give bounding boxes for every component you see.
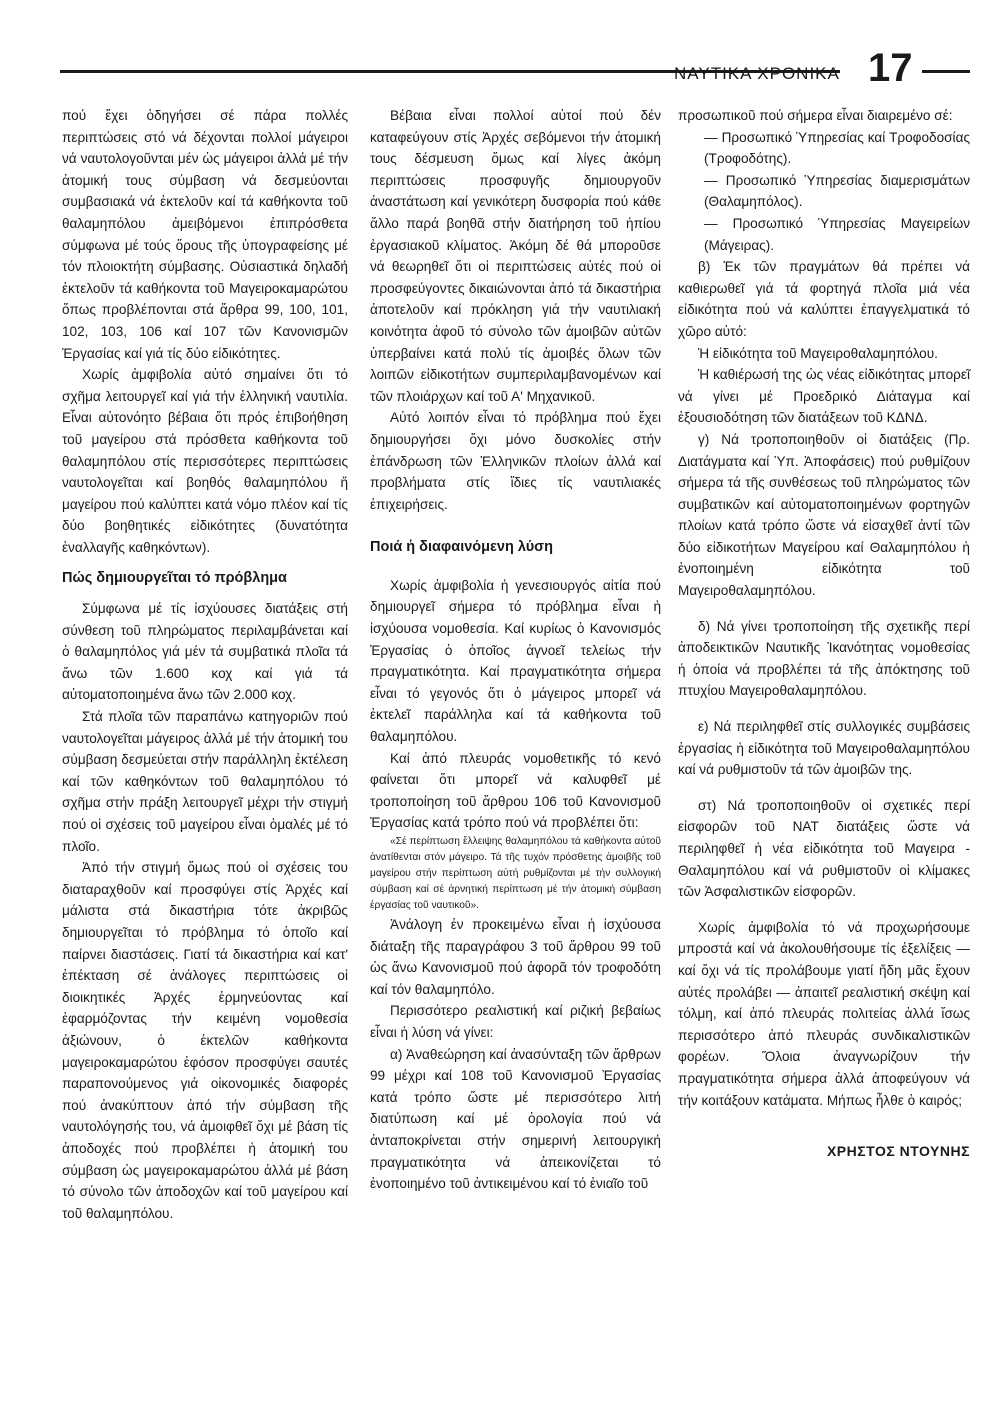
- paragraph: Χωρίς ἀμφιβολία ἡ γενεσιουργός αἰτία πού δημιουργεῖ σήμερα τό πρόβλημα εἶναι ἡ ἰσχύουσα νομοθεσία. Καί κυρίως ὁ Κανονισμός Ἐργασίας ὁ ὁποῖος ἀγνοεῖ τελείως τήν πραγματικότητα. Καί πραγματικότητα σήμερα εἶναι τό γεγονός ὅτι ὁ μάγειρος μπορεῖ νά ἐκτελεῖ παράλληλα καί τά καθήκοντα τοῦ θαλαμηπόλου.: [370, 577, 661, 745]
- paragraph: Σύμφωνα μέ τίς ἰσχύουσες διατάξεις στή σύνθεση τοῦ πληρώματος περιλαμβάνεται καί ὁ θαλαμηπόλος γιά μέν τά συμβατικά πλοῖα τά ἄνω τῶν 1.600 κοχ καί γιά τά αὐτοματοποιημένα ἄνω τῶν 2.000 κοχ.: [62, 601, 348, 703]
- column-1: [62, 105, 348, 1224]
- list-item: — Προσωπικό Ὑπηρεσίας Μαγειρείων (Μάγειρας).: [704, 215, 970, 253]
- paragraph: Ἡ εἰδικότητα τοῦ Μαγειροθαλαμηπόλου.: [698, 345, 938, 361]
- section-heading: Ποιά ἡ διαφαινόμενη λύση: [370, 539, 553, 556]
- column-3: [678, 105, 970, 1163]
- section-heading: Πώς δημιουργεῖται τό πρόβλημα: [62, 570, 287, 587]
- paragraph: προσωπικοῦ πού σήμερα εἶναι διαιρεμένο σέ:: [678, 108, 953, 123]
- paragraph: Χωρίς ἀμφιβολία αὐτό σημαίνει ὅτι τό σχῆμα λειτουργεῖ καί γιά τήν ἑλληνική ναυτιλία. Εἶναι αὐτονόητο βέβαια ὅτι πρός ἐπιβοήθηση τοῦ μαγείρου στά πρόσθετα καθήκοντα τοῦ θαλαμηπόλου στίς περισσότερες περιπτώσεις ναυτολογεῖται καί βοηθός θαλαμηπόλου ἤ μαγείρου πού καλύπτει κατά νόμο πλέον καί τίς δύο βοηθητικές εἰδικότητες (δυνατότητα ἐναλλαγῆς καθηκόντων).: [62, 367, 348, 555]
- page-header: [60, 46, 970, 92]
- column-2: [370, 105, 661, 1195]
- paragraph: Βέβαια εἶναι πολλοί αὐτοί πού δέν καταφεύγουν στίς Ἀρχές σεβόμενοι τήν ἀτομική τους δέσμευση ὅμως καί λίγες ἀκόμη περιπτώσεις προσφυγῆς δημιουργοῦν ἀναστάτωση καί γενικότερη δυσφορία πού κάθε ἄλλο παρά βοηθᾶ στήν διατήρηση τοῦ ἠπίου ἐργασιακοῦ κλίματος. Ἀκόμη δέ θά μποροῦσε νά θεωρηθεῖ ὅτι οἱ περιπτώσεις αὐτές πού οἱ προσφεύγοντες δικαιώνονται ἀπό τά δικαστήρια ἀποτελοῦν καί πρόκληση γιά τήν ναυτιλιακή κοινότητα ἀφοῦ τό σύνολο τῶν ἀμοιβῶν αὐτῶν ὑπερβαίνει κατά πολύ τίς ἀμοιβές ὅλων τῶν λοιπῶν εἰδικοτήτων συμπεριλαμβανομένων καί τῶν πλοιάρχων καί τοῦ Α' Μηχανικοῦ.: [370, 108, 661, 404]
- paragraph: στ) Νά τροποποιηθοῦν οἱ σχετικές περί εἰσφορῶν τοῦ ΝΑΤ διατάξεις ὥστε νά περιληφθεῖ ἡ νέα εἰδικότητα τοῦ Μαγειρα - Θαλαμηπόλου καί νά ρυθμιστοῦν οἱ κλίμακες τῶν Ἀσφαλιστικῶν εἰσφορῶν.: [678, 797, 970, 900]
- paragraph: ε) Νά περιληφθεῖ στίς συλλογικές συμβάσεις ἐργασίας ἡ εἰδικότητα τοῦ Μαγειροθαλαμηπόλου καί νά ρυθμιστοῦν τά τῶν ἀμοιβῶν της.: [678, 719, 970, 778]
- list-item: — Προσωπικό Ὑπηρεσίας καί Τροφοδοσίας (Τροφοδότης).: [704, 129, 970, 167]
- paragraph: Χωρίς ἀμφιβολία τό νά προχωρήσουμε μπροστά καί νά ἀκολουθήσουμε τίς ἐξελίξεις — καί ὄχι νά τίς προλάβουμε γιατί ἤδη μᾶς ἔχουν αὐτές προλάβει — ἀπαιτεῖ ρεαλιστική σκέψη καί τόλμη, καί ἀπό πλευράς πολιτείας ἀλλά ἴσως περισσότερο ἀπό πλευράς συνδικαλιστικῶν φορέων. Ὅλοια ἀναγνωρίζουν τήν πραγματικότητα σήμερα ἀλλά ἀποφεύγουν νά τήν κοιτάξουν κατάματα. Μήπως ἦλθε ὁ καιρός;: [678, 919, 970, 1108]
- paragraph: Αὐτό λοιπόν εἶναι τό πρόβλημα πού ἔχει δημιουργήσει ὄχι μόνο δυσκολίες στήν ἐπάνδρωση τῶν Ἑλληνικῶν πλοίων ἀλλά καί προβλήματα στίς ἴδιες τίς ναυτιλιακές ἐπιχειρήσεις.: [370, 410, 661, 512]
- page-number: 17: [868, 46, 913, 90]
- paragraph: Περισσότερο ρεαλιστική καί ριζική βεβαίως εἶναι ἡ λύση νά γίνει:: [370, 1003, 661, 1040]
- author-signature: ΧΡΗΣΤΟΣ ΝΤΟΥΝΗΣ: [826, 1143, 970, 1160]
- quote-block: «Σέ περίπτωση ἔλλειψης θαλαμηπόλου τά καθήκοντα αὐτοῦ ἀνατίθενται στόν μάγειρο. Τά τῆς τυχόν πρόσθετης ἀμοιβῆς τοῦ μαγείρου στήν περίπτωση αὐτή ρυθμίζονται μέ τήν συλλογική σύμβαση καί σέ ἀρνητική περίπτωση μέ τήν ἀτομική σύμβαση ἐργασίας τοῦ ναυτικοῦ».: [370, 836, 661, 911]
- paragraph: Ἀπό τήν στιγμή ὅμως πού οἱ σχέσεις του διαταραχθοῦν καί προσφύγει στίς Ἀρχές καί μάλιστα στά δικαστήρια τότε ἀκριβῶς δημιουργεῖται τό πρόβλημα τό ὁποῖο καί παίρνει διαστάσεις. Γιατί τά δικαστήρια καί κατ' ἐπέκταση σέ ἀνάλογες περιπτώσεις οἱ διοικητικές Ἀρχές ἑρμηνεύοντας καί ἐφαρμόζοντας τήν κειμένη νομοθεσία ἀξιώνουν, ὁ ἐκτελῶν καθήκοντα μαγειροκαμαρώτου ἐφόσον προσφύγει σαυτές παραπονούμενος γιά οἰκονομικές διαφορές πού ἀνακύπτουν ἀπό τήν σύμβαση τῆς ναυτολόγησής του, νά ἀμοιφθεῖ ὄχι μέ βάση τίς ἀποδοχές πού προβλέπει ἡ ἀτομική του σύμβαση ὡς μαγειροκαμαρώτου ἀλλά μέ βάση τό σύνολο τῶν ἀποδοχῶν καί τοῦ μαγείρου καί τοῦ θαλαμηπόλου.: [62, 860, 348, 1221]
- paragraph: Καί ἀπό πλευράς νομοθετικῆς τό κενό φαίνεται ὅτι μπορεῖ νά καλυφθεῖ μέ τροποποίηση τοῦ ἄρθρου 106 τοῦ Κανονισμοῦ Ἐργασίας κατά τρόπο πού νά προβλέπει ὅτι:: [370, 750, 661, 831]
- paragraph: Στά πλοῖα τῶν παραπάνω κατηγοριῶν πού ναυτολογεῖται μάγειρος ἀλλά μέ τήν ἀτομική του σύμβαση δεσμεύεται στήν παράλληλη ἐκτέλεση καί τῶν καθηκόντων τοῦ θαλαμηπόλου τό σχῆμα στήν πράξη λειτουργεῖ μέχρι τήν στιγμή πού οἱ σχέσεις τοῦ μαγείρου εἶναι ὁμαλές μέ τό πλοῖο.: [62, 709, 348, 854]
- paragraph: δ) Νά γίνει τροποποίηση τῆς σχετικῆς περί ἀποδεικτικῶν Ναυτικῆς Ἱκανότητας νομοθεσίας ἡ ὁποία νά προβλέπει τά τῆς ἀπόκτησης τοῦ πτυχίου Μαγειροθαλαμηπόλου.: [678, 618, 970, 699]
- paragraph: γ) Νά τροποποιηθοῦν οἱ διατάξεις (Πρ. Διατάγματα καί Ὑπ. Ἀποφάσεις) πού ρυθμίζουν σήμερα τά τῆς συνθέσεως τοῦ πληρώματος τῶν συμβατικῶν καί αὐτοματοποιημένων φορτηγῶν πλοίων κατά τρόπο ὥστε νά εἰσαχθεῖ ἀντί τῶν δύο εἰδικοτήτων Μαγείρου καί Θαλαμηπόλου ἡ ἐνοποιημένη εἰδικότητα τοῦ Μαγειροθαλαμηπόλου.: [678, 431, 970, 599]
- paragraph: Ἡ καθιέρωσή της ὡς νέας εἰδικότητας μπορεῖ νά γίνει μέ Προεδρικό Διάταγμα καί ἐξουσιοδότηση τῶν διατάξεων τοῦ ΚΔΝΔ.: [678, 367, 970, 426]
- magazine-title: ΝΑΥΤΙΚΑ ΧΡΟΝΙΚΑ: [674, 64, 840, 83]
- list-item: — Προσωπικό Ὑπηρεσίας διαμερισμάτων (Θαλαμηπόλος).: [704, 172, 970, 210]
- paragraph: πού ἔχει ὁδηγήσει σέ πάρα πολλές περιπτώσεις στό νά δέχονται πολλοί μάγειροι νά ναυτολογοῦνται μέν ὡς μάγειροι ἀλλά μέ τήν ἀτομική τους σύμβαση νά δεσμεύονται συμβασιακά νά ἐκτελοῦν καί τά καθήκοντα τοῦ θαλαμηπόλου ἀμειβόμενοι ἐπιπρόσθετα σύμφωνα μέ τούς ὅρους τῆς ὑπογραφείσης μέ τόν πλοιοκτήτη σύμβασης. Οὐσιαστικά δηλαδή ἐκτελοῦν τά καθήκοντα τοῦ Μαγειροκαμαρώτου ὅπως προβλέπονται στά ἄρθρα 99, 100, 101, 102, 103, 106 καί 107 τῶν Κανονισμῶν Ἐργασίας καί γιά τίς δύο εἰδικότητες.: [62, 108, 348, 361]
- header-rule-right: [922, 70, 970, 73]
- paragraph: Ἀνάλογη ἐν προκειμένω εἶναι ἡ ἰσχύουσα διάταξη τῆς παραγράφου 3 τοῦ ἄρθρου 99 τοῦ ὡς ἄνω Κανονισμοῦ πού ἀφορᾶ τόν τροφοδότη καί τόν θαλαμηπόλο.: [370, 917, 661, 997]
- paragraph: α) Ἀναθεώρηση καί ἀνασύνταξη τῶν ἄρθρων 99 μέχρι καί 108 τοῦ Κανονισμοῦ Ἐργασίας κατά τρόπο ὥστε μέ περισσότερο λιτή διατύπωση καί μέ ὁρολογία πού νά ἀνταποκρίνεται στήν σημερινή λειτουργική πραγματικότητα νά ἀπεικονίζεται τό ἐνοποιημένο τοῦ ἀντικειμένου καί τό ἑνιαῖο τοῦ: [370, 1046, 661, 1192]
- paragraph: β) Ἐκ τῶν πραγμάτων θά πρέπει νά καθιερωθεῖ γιά τά φορτηγά πλοῖα μιά νέα εἰδικότητα πού νά καλύπτει ἐπαγγελματικά τό χῶρο αὐτό:: [678, 259, 970, 339]
